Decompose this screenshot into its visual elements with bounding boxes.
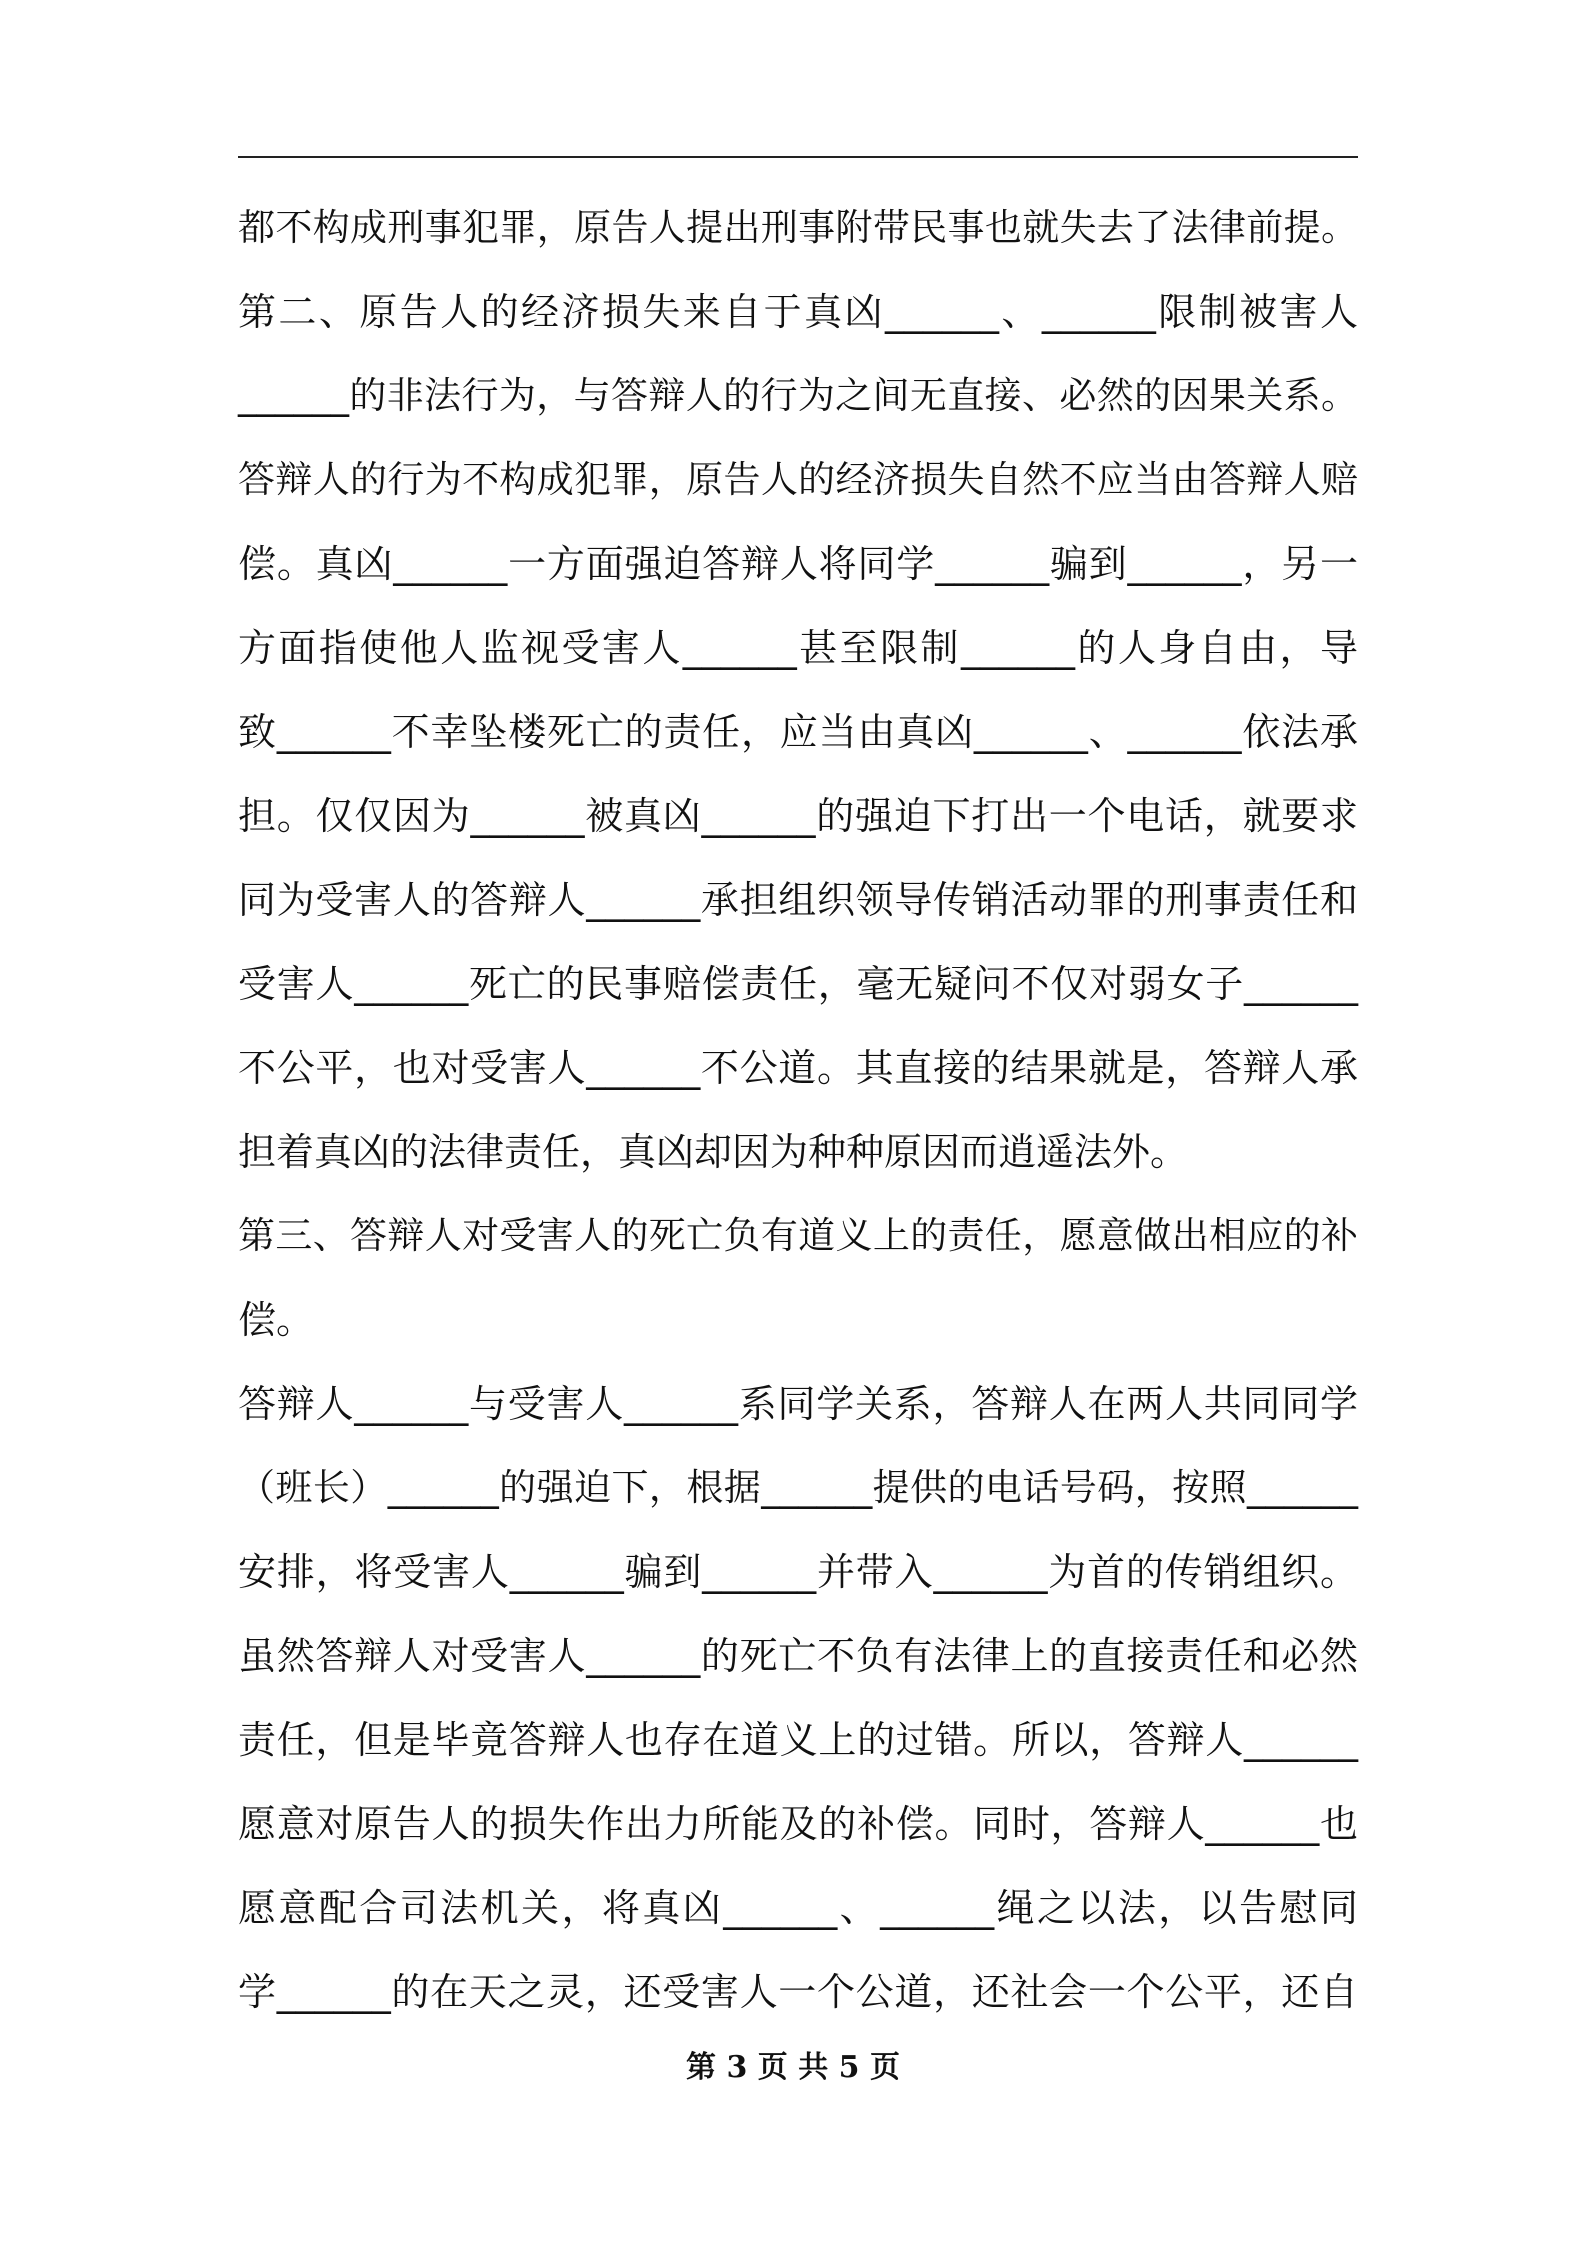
- text-line: 安排，将受害人______骗到______并带入______为首的传销组织。: [238, 1550, 1358, 1594]
- text-line: 方面指使他人监视受害人______甚至限制______的人身自由，导: [238, 626, 1358, 670]
- page-number: 第 3 页 共 5 页: [686, 2050, 900, 2085]
- text-line: 都不构成刑事犯罪，原告人提出刑事附带民事也就失去了法律前提。: [238, 206, 1358, 249]
- header-rule: [238, 156, 1358, 158]
- text-line: 虽然答辩人对受害人______的死亡不负有法律上的直接责任和必然: [238, 1634, 1358, 1678]
- text-line: ______的非法行为，与答辩人的行为之间无直接、必然的因果关系。: [238, 374, 1358, 417]
- text-line: 答辩人______与受害人______系同学关系，答辩人在两人共同同学: [238, 1382, 1358, 1426]
- text-line: 学______的在天之灵，还受害人一个公道，还社会一个公平，还自: [238, 1970, 1358, 2014]
- text-line: 责任，但是毕竟答辩人也存在道义上的过错。所以，答辩人______: [238, 1718, 1358, 1762]
- text-line: 偿。真凶______一方面强迫答辩人将同学______骗到______，另一: [238, 542, 1358, 586]
- text-line: 担。仅仅因为______被真凶______的强迫下打出一个电话，就要求: [238, 794, 1358, 838]
- text-line: （班长）______的强迫下，根据______提供的电话号码，按照______: [238, 1466, 1358, 1509]
- text-line: 第三、答辩人对受害人的死亡负有道义上的责任，愿意做出相应的补: [238, 1214, 1358, 1257]
- text-line: 第二、原告人的经济损失来自于真凶______、______限制被害人: [238, 290, 1358, 334]
- document-body: [238, 186, 1358, 2034]
- text-line: 答辩人的行为不构成犯罪，原告人的经济损失自然不应当由答辩人赔: [238, 458, 1358, 501]
- text-line: 偿。: [238, 1298, 315, 1342]
- text-line: 受害人______死亡的民事赔偿责任，毫无疑问不仅对弱女子______: [238, 962, 1358, 1006]
- text-line: 愿意配合司法机关，将真凶______、______绳之以法，以告慰同: [238, 1886, 1358, 1930]
- text-line: 不公平，也对受害人______不公道。其直接的结果就是，答辩人承: [238, 1046, 1358, 1090]
- text-line: 愿意对原告人的损失作出力所能及的补偿。同时，答辩人______也: [238, 1802, 1358, 1846]
- text-line: 致______不幸坠楼死亡的责任，应当由真凶______、______依法承: [238, 710, 1358, 754]
- text-line: 担着真凶的法律责任，真凶却因为种种原因而逍遥法外。: [238, 1130, 1189, 1174]
- text-line: 同为受害人的答辩人______承担组织领导传销活动罪的刑事责任和: [238, 878, 1358, 922]
